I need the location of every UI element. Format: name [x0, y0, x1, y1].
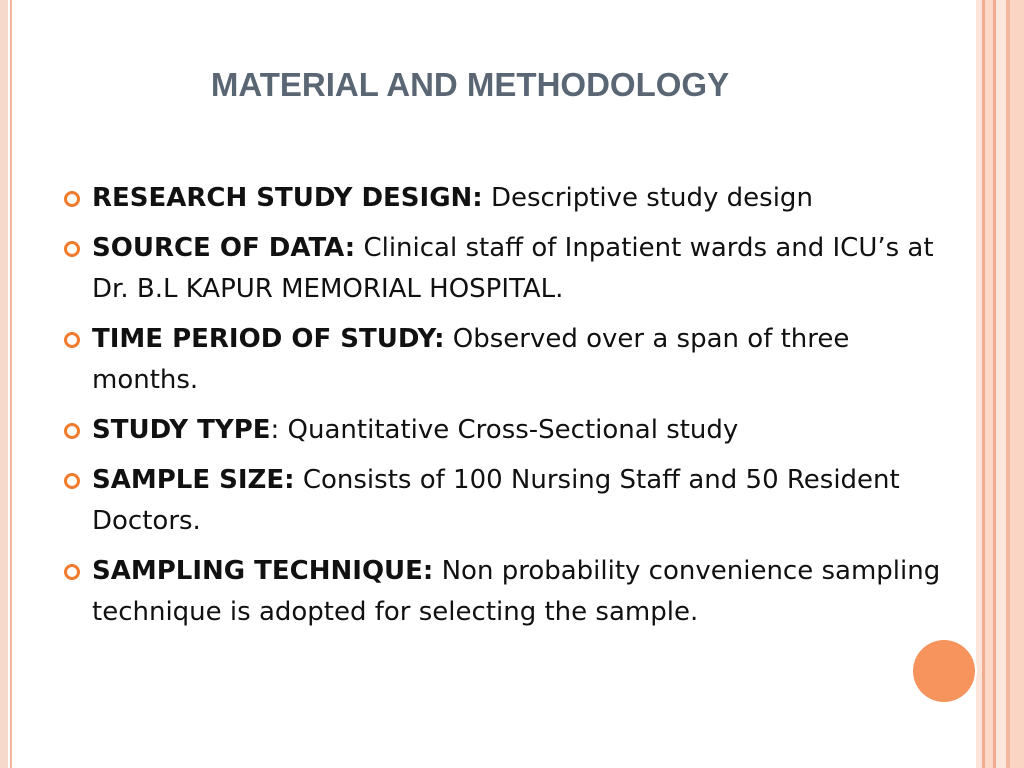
slide-title: MATERIAL AND METHODOLOGY [210, 66, 730, 103]
stripe [996, 0, 1006, 768]
bullet-circle-icon [64, 191, 80, 207]
bullet-item-study-type [62, 410, 942, 451]
bullet-label: SAMPLING TECHNIQUE: [92, 556, 434, 586]
bullet-circle-icon [64, 564, 80, 580]
bullet-label: TIME PERIOD OF STUDY: [92, 324, 445, 354]
decorative-circle [913, 640, 975, 702]
bullet-label: RESEARCH STUDY DESIGN: [92, 183, 483, 213]
bullet-text: : Quantitative Cross-Sectional study [270, 415, 739, 445]
bullet-text: Non probability convenience sampling technique is adopted for selecting the sample. [92, 556, 941, 627]
bullet-circle-icon [64, 423, 80, 439]
bullet-circle-icon [64, 241, 80, 257]
bullet-list [62, 178, 942, 642]
bullet-text: Consists of 100 Nursing Staff and 50 Resident Doctors. [92, 465, 900, 536]
bullet-label: SAMPLE SIZE: [92, 465, 295, 495]
bullet-text: Clinical staff of Inpatient wards and ICU’s at Dr. B.L KAPUR MEMORIAL HOSPITAL. [92, 233, 934, 304]
bullet-text: Observed over a span of three months. [92, 324, 850, 395]
bullet-item-time-period [62, 319, 942, 401]
bullet-label: STUDY TYPE [92, 415, 271, 445]
bullet-circle-icon [64, 332, 80, 348]
bullet-circle-icon [64, 473, 80, 489]
bullet-label: SOURCE OF DATA: [92, 233, 356, 263]
stripe [1010, 0, 1024, 768]
left-border-band [0, 0, 8, 768]
right-decorative-stripes [976, 0, 1024, 768]
left-border-line [10, 0, 12, 768]
bullet-item-research-study-design [62, 178, 942, 219]
bullet-text: Descriptive study design [482, 183, 813, 213]
bullet-item-sample-size [62, 460, 942, 542]
bullet-item-sampling-technique [62, 551, 942, 633]
bullet-item-source-of-data [62, 228, 942, 310]
stripe [985, 0, 993, 768]
